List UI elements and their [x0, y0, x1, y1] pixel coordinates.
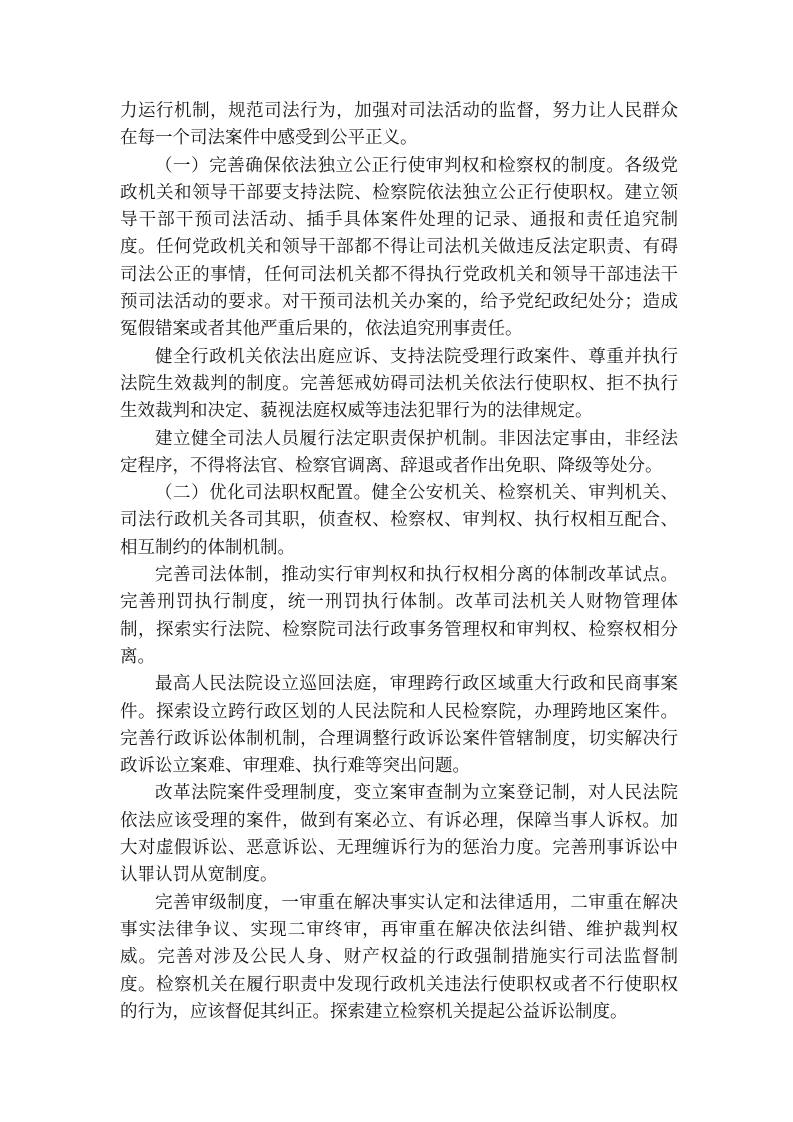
document-body [120, 98, 678, 1026]
paragraph-administrative-litigation: 健全行政机关依法出庭应诉、支持法院受理行政案件、尊重并执行法院生效裁判的制度。完善惩戒妨碍司法机关依法行使职权、拒不执行生效裁判和决定、藐视法庭权威等违法犯罪行为的法律规定。 [120, 346, 678, 422]
paragraph-trial-levels: 完善审级制度，一审重在解决事实认定和法律适用，二审重在解决事实法律争议、实现二审终审，再审重在解决依法纠错、维护裁判权威。完善对涉及公民人身、财产权益的行政强制措施实行司法监督制度。检察机关在履行职责中发现行政机关违法行使职权或者不行使职权的行为，应该督促其纠正。探索建立检察机关提起公益诉讼制度。 [120, 892, 678, 1022]
paragraph-judicial-system-reform: 完善司法体制，推动实行审判权和执行权相分离的体制改革试点。完善刑罚执行制度，统一刑罚执行体制。改革司法机关人财物管理体制，探索实行法院、检察院司法行政事务管理权和审判权、检察权相分离。 [120, 565, 678, 667]
paragraph-independent-judicial-power: （一）完善确保依法独立公正行使审判权和检察权的制度。各级党政机关和领导干部要支持法院、检察院依法独立公正行使职权。建立领导干部干预司法活动、插手具体案件处理的记录、通报和责任追究制度。任何党政机关和领导干部都不得让司法机关做违反法定职责、有碍司法公正的事情，任何司法机关都不得执行党政机关和领导干部违法干预司法活动的要求。对干预司法机关办案的，给予党纪政纪处分；造成冤假错案或者其他严重后果的，依法追究刑事责任。 [120, 155, 678, 340]
paragraph-case-registration: 改革法院案件受理制度，变立案审查制为立案登记制，对人民法院依法应该受理的案件，做到有案必立、有诉必理，保障当事人诉权。加大对虚假诉讼、恶意诉讼、无理缠诉行为的惩治力度。完善刑事诉讼中认罪认罚从宽制度。 [120, 783, 678, 886]
paragraph-continuation: 力运行机制，规范司法行为，加强对司法活动的监督，努力让人民群众在每一个司法案件中感受到公平正义。 [120, 101, 678, 149]
paragraph-judicial-personnel-protection: 建立健全司法人员履行法定职责保护机制。非因法定事由，非经法定程序，不得将法官、检察官调离、辞退或者作出免职、降级等处分。 [120, 428, 678, 476]
paragraph-optimize-judicial-powers: （二）优化司法职权配置。健全公安机关、检察机关、审判机关、司法行政机关各司其职，侦查权、检察权、审判权、执行权相互配合、相互制约的体制机制。 [120, 483, 678, 558]
paragraph-circuit-courts: 最高人民法院设立巡回法庭，审理跨行政区域重大行政和民商事案件。探索设立跨行政区划的人民法院和人民检察院，办理跨地区案件。完善行政诉讼体制机制，合理调整行政诉讼案件管辖制度，切实解决行政诉讼立案难、审理难、执行难等突出问题。 [120, 674, 678, 777]
